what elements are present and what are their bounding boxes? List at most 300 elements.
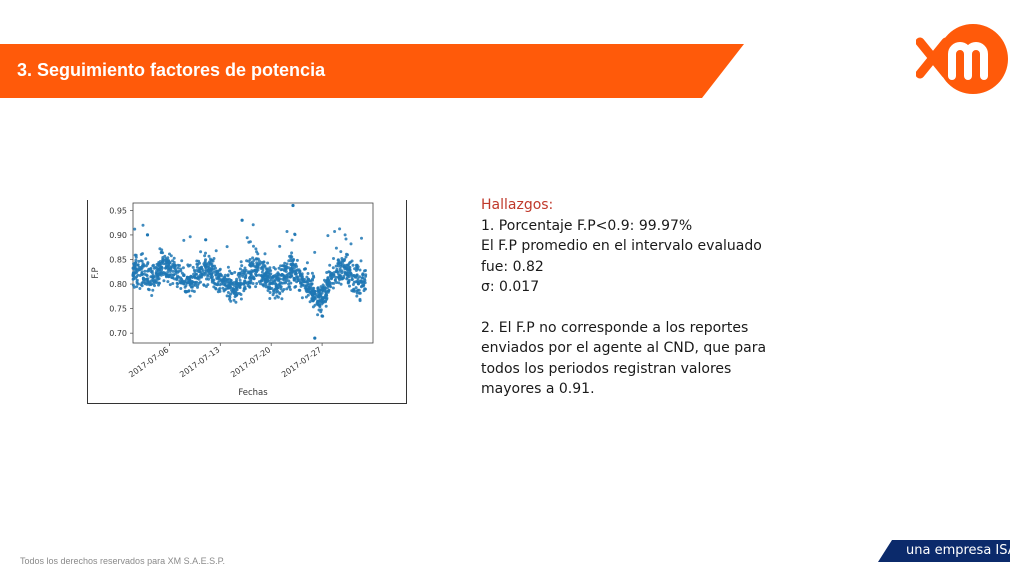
data-point xyxy=(152,282,155,285)
data-point xyxy=(203,261,206,264)
data-point xyxy=(152,276,155,279)
data-point xyxy=(280,268,283,271)
data-point xyxy=(364,269,367,272)
data-point xyxy=(298,289,301,292)
data-point xyxy=(311,299,314,302)
data-point xyxy=(170,267,173,270)
data-point xyxy=(192,266,195,269)
data-point xyxy=(364,281,367,284)
data-point xyxy=(144,270,147,273)
data-point xyxy=(228,270,231,273)
data-point xyxy=(203,284,206,287)
data-point xyxy=(171,259,174,262)
data-point xyxy=(223,290,226,293)
data-point xyxy=(249,240,252,243)
data-point xyxy=(305,296,308,299)
data-point xyxy=(308,287,311,290)
data-point xyxy=(337,272,340,275)
data-point xyxy=(349,271,352,274)
data-point xyxy=(194,284,197,287)
data-point xyxy=(313,290,316,293)
scatter-chart xyxy=(87,200,407,404)
data-point xyxy=(136,279,139,282)
data-point xyxy=(234,301,237,304)
data-point xyxy=(335,268,338,271)
data-point xyxy=(177,267,180,270)
data-point xyxy=(211,279,214,282)
x-axis-label: Fechas xyxy=(238,388,268,398)
data-point xyxy=(228,287,231,290)
data-point xyxy=(268,297,271,300)
data-point xyxy=(148,288,151,291)
data-point xyxy=(140,283,143,286)
y-tick-label: 0.75 xyxy=(109,304,127,314)
data-point xyxy=(256,252,259,255)
y-axis-label: F.P xyxy=(91,267,101,279)
data-point xyxy=(151,289,154,292)
data-point xyxy=(138,287,141,290)
data-point xyxy=(266,262,269,265)
data-point xyxy=(237,274,240,277)
page-title: 3. Seguimiento factores de potencia xyxy=(17,60,326,80)
data-point xyxy=(132,262,135,265)
data-point xyxy=(226,294,229,297)
data-point xyxy=(203,272,206,275)
data-point xyxy=(142,262,145,265)
outlier-point xyxy=(321,314,324,317)
data-point xyxy=(282,288,285,291)
data-point xyxy=(281,278,284,281)
finding-sigma: σ: 0.017 xyxy=(481,279,540,295)
data-point xyxy=(312,275,315,278)
y-tick-label: 0.80 xyxy=(109,280,127,290)
data-point xyxy=(228,298,231,301)
data-point xyxy=(263,278,266,281)
data-point xyxy=(355,295,358,298)
data-point xyxy=(291,260,294,263)
data-point xyxy=(144,257,147,260)
data-point xyxy=(195,260,198,263)
data-point xyxy=(134,259,137,262)
data-point xyxy=(204,258,207,261)
data-point xyxy=(356,289,359,292)
data-point xyxy=(340,271,343,274)
data-point xyxy=(248,286,251,289)
data-point xyxy=(320,308,323,311)
data-point xyxy=(364,273,367,276)
data-point xyxy=(307,272,310,275)
data-point xyxy=(338,278,341,281)
data-point xyxy=(268,283,271,286)
data-point xyxy=(189,295,192,298)
data-point xyxy=(264,275,267,278)
data-point xyxy=(227,281,230,284)
x-tick-label: 2017-07-20 xyxy=(229,345,273,380)
data-point xyxy=(246,236,249,239)
data-point xyxy=(306,261,309,264)
finding-report-mismatch: 2. El F.P no corresponde a los reportes enviados por el agente al CND, que para todos los periodos registran valores mayores a 0.91. xyxy=(481,319,767,397)
data-point xyxy=(139,274,142,277)
data-point xyxy=(215,249,218,252)
data-point xyxy=(353,281,356,284)
data-point xyxy=(280,285,283,288)
xm-logo xyxy=(916,22,1010,96)
outlier-point xyxy=(241,219,244,222)
data-point xyxy=(332,266,335,269)
data-point xyxy=(218,279,221,282)
data-point xyxy=(195,273,198,276)
data-point xyxy=(204,252,207,255)
data-point xyxy=(207,278,210,281)
data-point xyxy=(359,298,362,301)
data-point xyxy=(252,245,255,248)
data-point xyxy=(234,281,237,284)
data-point xyxy=(245,269,248,272)
data-point xyxy=(215,288,218,291)
data-point xyxy=(157,282,160,285)
data-point xyxy=(249,261,252,264)
data-point xyxy=(145,264,148,267)
data-point xyxy=(221,287,224,290)
spacer xyxy=(481,298,781,318)
data-point xyxy=(312,305,315,308)
data-point xyxy=(252,282,255,285)
data-point xyxy=(287,280,290,283)
data-point xyxy=(264,252,267,255)
data-point xyxy=(178,279,181,282)
data-point xyxy=(321,292,324,295)
data-point xyxy=(348,266,351,269)
data-point xyxy=(231,283,234,286)
data-point xyxy=(326,276,329,279)
data-point xyxy=(132,284,135,287)
data-point xyxy=(237,283,240,286)
data-point xyxy=(210,259,213,262)
data-point xyxy=(328,289,331,292)
data-point xyxy=(174,272,177,275)
data-point xyxy=(339,250,342,253)
data-point xyxy=(226,245,229,248)
data-point xyxy=(198,275,201,278)
data-point xyxy=(132,267,135,270)
findings-heading: Hallazgos: xyxy=(481,197,554,213)
data-point xyxy=(258,280,261,283)
data-point xyxy=(206,275,209,278)
data-point xyxy=(254,247,257,250)
data-point xyxy=(174,268,177,271)
data-point xyxy=(267,275,270,278)
data-point xyxy=(288,285,291,288)
data-point xyxy=(132,272,135,275)
data-point xyxy=(162,279,165,282)
data-point xyxy=(285,265,288,268)
data-point xyxy=(223,276,226,279)
data-point xyxy=(234,295,237,298)
data-point xyxy=(183,281,186,284)
data-point xyxy=(360,237,363,240)
data-point xyxy=(160,262,163,265)
y-tick-label: 0.95 xyxy=(109,206,127,216)
data-point xyxy=(189,284,192,287)
data-point xyxy=(170,254,173,257)
data-point xyxy=(347,282,350,285)
data-point xyxy=(352,264,355,267)
data-point xyxy=(142,277,145,280)
data-point xyxy=(189,281,192,284)
data-point xyxy=(293,286,296,289)
data-point xyxy=(345,271,348,274)
data-point xyxy=(305,290,308,293)
data-point xyxy=(298,268,301,271)
data-point xyxy=(291,263,294,266)
data-point xyxy=(216,271,219,274)
data-point xyxy=(325,271,328,274)
data-point xyxy=(208,272,211,275)
data-point xyxy=(216,283,219,286)
data-point xyxy=(279,281,282,284)
data-point xyxy=(177,264,180,267)
data-point xyxy=(337,259,340,262)
data-point xyxy=(268,269,271,272)
data-point xyxy=(244,282,247,285)
data-point xyxy=(322,284,325,287)
data-point xyxy=(286,230,289,233)
data-point xyxy=(293,277,296,280)
data-point xyxy=(160,248,163,251)
data-point xyxy=(146,274,149,277)
data-point xyxy=(360,259,363,262)
data-point xyxy=(278,245,281,248)
data-point xyxy=(334,276,337,279)
data-point xyxy=(342,259,345,262)
data-point xyxy=(163,271,166,274)
data-point xyxy=(355,274,358,277)
data-point xyxy=(198,262,201,265)
data-point xyxy=(186,263,189,266)
data-point xyxy=(146,261,149,264)
finding-percent: 1. Porcentaje F.P<0.9: 99.97% xyxy=(481,217,693,234)
data-point xyxy=(318,290,321,293)
data-point xyxy=(243,285,246,288)
data-point xyxy=(173,257,176,260)
data-point xyxy=(323,279,326,282)
data-point xyxy=(146,270,149,273)
data-point xyxy=(228,278,231,281)
data-point xyxy=(333,274,336,277)
data-point xyxy=(239,279,242,282)
data-point xyxy=(355,264,358,267)
outlier-point xyxy=(291,204,294,207)
data-point xyxy=(176,282,179,285)
data-point xyxy=(304,280,307,283)
data-point xyxy=(280,297,283,300)
data-point xyxy=(309,283,312,286)
data-point xyxy=(333,230,336,233)
data-point xyxy=(295,280,298,283)
y-tick-label: 0.85 xyxy=(109,255,127,265)
data-point xyxy=(163,255,166,258)
data-point xyxy=(227,291,230,294)
data-point xyxy=(316,313,319,316)
data-point xyxy=(189,235,192,238)
data-point xyxy=(261,271,264,274)
data-point xyxy=(296,259,299,262)
data-point xyxy=(141,260,144,263)
data-point xyxy=(265,268,268,271)
data-point xyxy=(295,265,298,268)
data-point xyxy=(194,276,197,279)
data-point xyxy=(206,283,209,286)
data-point xyxy=(221,280,224,283)
data-point xyxy=(265,271,268,274)
data-point xyxy=(269,291,272,294)
data-point xyxy=(152,264,155,267)
data-point xyxy=(165,274,168,277)
data-point xyxy=(166,256,169,259)
data-point xyxy=(297,277,300,280)
outlier-point xyxy=(146,233,149,236)
data-point xyxy=(146,280,149,283)
data-point xyxy=(321,289,324,292)
data-point xyxy=(142,281,145,284)
data-point xyxy=(332,257,335,260)
data-point xyxy=(273,289,276,292)
data-point xyxy=(299,281,302,284)
data-point xyxy=(137,283,140,286)
data-point xyxy=(211,275,214,278)
data-point xyxy=(252,223,255,226)
data-point xyxy=(295,269,298,272)
data-point xyxy=(357,282,360,285)
data-point xyxy=(175,277,178,280)
data-point xyxy=(360,285,363,288)
data-point xyxy=(212,271,215,274)
data-point xyxy=(207,268,210,271)
data-point xyxy=(235,278,238,281)
data-point xyxy=(254,285,257,288)
data-point xyxy=(262,285,265,288)
data-point xyxy=(353,267,356,270)
outlier-point xyxy=(313,337,316,340)
data-point xyxy=(173,264,176,267)
data-point xyxy=(337,281,340,284)
data-point xyxy=(291,272,294,275)
data-point xyxy=(332,287,335,290)
data-point xyxy=(328,264,331,267)
data-point xyxy=(291,239,294,242)
data-point xyxy=(286,273,289,276)
data-point xyxy=(361,273,364,276)
data-point xyxy=(182,266,185,269)
data-point xyxy=(184,286,187,289)
data-point xyxy=(290,267,293,270)
data-point xyxy=(140,253,143,256)
data-point xyxy=(197,270,200,273)
data-point xyxy=(240,293,243,296)
data-point xyxy=(326,234,329,237)
data-point xyxy=(227,266,230,269)
data-point xyxy=(233,271,236,274)
data-point xyxy=(345,268,348,271)
data-point xyxy=(271,287,274,290)
data-point xyxy=(272,275,275,278)
data-point xyxy=(344,233,347,236)
data-point xyxy=(307,278,310,281)
data-point xyxy=(180,259,183,262)
y-tick-label: 0.90 xyxy=(109,230,127,240)
data-point xyxy=(240,271,243,274)
data-point xyxy=(240,264,243,267)
data-point xyxy=(261,267,264,270)
x-tick-label: 2017-07-27 xyxy=(279,345,324,380)
data-point xyxy=(287,283,290,286)
data-point xyxy=(193,290,196,293)
data-point xyxy=(168,261,171,264)
data-point xyxy=(277,275,280,278)
data-point xyxy=(279,264,282,267)
data-point xyxy=(243,272,246,275)
data-point xyxy=(339,274,342,277)
data-point xyxy=(191,276,194,279)
data-point xyxy=(326,279,329,282)
data-point xyxy=(219,268,222,271)
data-point xyxy=(316,303,319,306)
data-point xyxy=(361,276,364,279)
data-point xyxy=(192,281,195,284)
data-point xyxy=(330,282,333,285)
data-point xyxy=(166,280,169,283)
data-point xyxy=(289,257,292,260)
finding-average: El F.P promedio en el intervalo evaluado fue: 0.82 xyxy=(481,238,762,275)
data-point xyxy=(325,305,328,308)
data-point xyxy=(348,279,351,282)
data-point xyxy=(179,287,182,290)
data-point xyxy=(245,259,248,262)
data-point xyxy=(236,288,239,291)
data-point xyxy=(275,285,278,288)
data-point xyxy=(133,228,136,231)
data-point xyxy=(313,296,316,299)
data-point xyxy=(350,289,353,292)
data-point xyxy=(165,262,168,265)
data-point xyxy=(193,269,196,272)
data-point xyxy=(150,294,153,297)
outlier-point xyxy=(204,238,207,241)
data-point xyxy=(275,295,278,298)
data-point xyxy=(363,289,366,292)
x-tick-label: 2017-07-06 xyxy=(127,345,171,380)
data-point xyxy=(348,285,351,288)
data-point xyxy=(339,268,342,271)
data-point xyxy=(255,257,258,260)
data-point xyxy=(338,227,341,230)
data-point xyxy=(260,261,263,264)
data-point xyxy=(240,260,243,263)
data-point xyxy=(172,270,175,273)
data-point xyxy=(171,276,174,279)
data-point xyxy=(257,265,260,268)
data-point xyxy=(151,271,154,274)
data-point xyxy=(337,262,340,265)
data-point xyxy=(136,264,139,267)
data-point xyxy=(262,264,265,267)
data-point xyxy=(325,298,328,301)
data-point xyxy=(317,296,320,299)
data-point xyxy=(207,262,210,265)
data-point xyxy=(204,266,207,269)
data-point xyxy=(324,287,327,290)
data-point xyxy=(140,267,143,270)
